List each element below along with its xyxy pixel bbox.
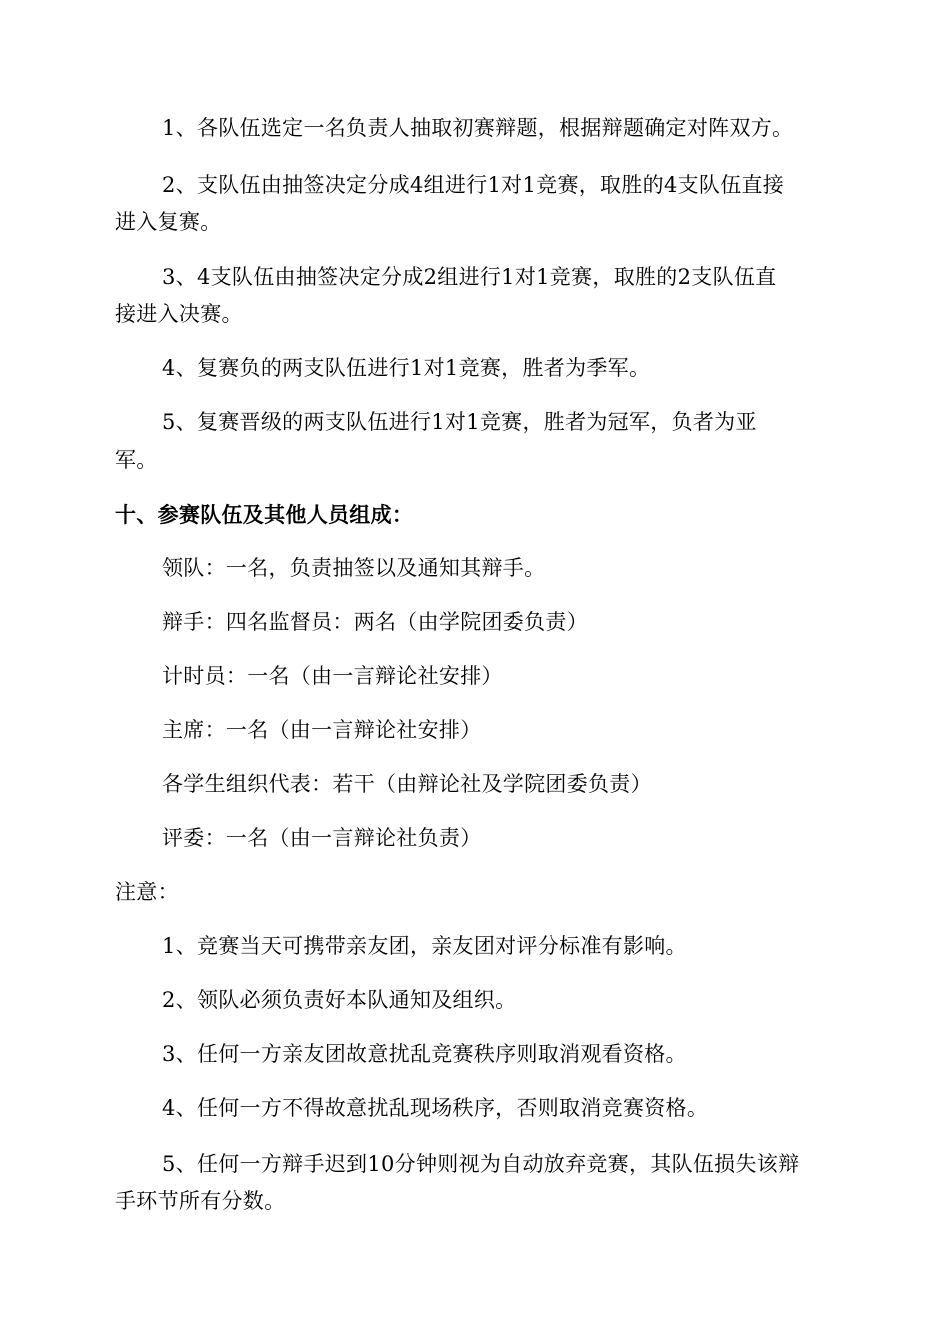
round-rule-3-line-1: 3、4支队伍由抽签决定分成2组进行1对1竞赛，取胜的2支队伍直 (162, 265, 777, 289)
round-rule-2-line-1: 2、支队伍由抽签决定分成4组进行1对1竞赛，取胜的4支队伍直接 (162, 173, 785, 197)
note-5-line-2: 手环节所有分数。 (115, 1189, 286, 1213)
notes-heading: 注意： (115, 880, 179, 904)
role-judge: 评委：一名（由一言辩论社负责） (162, 826, 482, 850)
round-rule-4: 4、复赛负的两支队伍进行1对1竞赛，胜者为季军。 (162, 356, 651, 380)
role-debaters-supervisors: 辩手：四名监督员：两名（由学院团委负责） (162, 610, 588, 634)
role-chair: 主席：一名（由一言辩论社安排） (162, 718, 482, 742)
role-team-leader: 领队：一名，负责抽签以及通知其辩手。 (162, 556, 546, 580)
round-rule-5-line-2: 军。 (115, 448, 158, 472)
round-rule-1: 1、各队伍选定一名负责人抽取初赛辩题，根据辩题确定对阵双方。 (162, 116, 794, 140)
round-rule-3-line-2: 接进入决赛。 (115, 302, 243, 326)
note-5-line-1: 5、任何一方辩手迟到10分钟则视为自动放弃竞赛，其队伍损失该辩 (162, 1152, 800, 1176)
note-1: 1、竞赛当天可携带亲友团，亲友团对评分标准有影响。 (162, 934, 687, 958)
note-2: 2、领队必须负责好本队通知及组织。 (162, 988, 517, 1012)
role-org-representatives: 各学生组织代表：若干（由辩论社及学院团委负责） (162, 772, 652, 796)
round-rule-2-line-2: 进入复赛。 (115, 210, 222, 234)
role-timekeeper: 计时员：一名（由一言辩论社安排） (162, 664, 503, 688)
note-3: 3、任何一方亲友团故意扰乱竞赛秩序则取消观看资格。 (162, 1042, 687, 1066)
note-4: 4、任何一方不得故意扰乱现场秩序，否则取消竞赛资格。 (162, 1096, 709, 1120)
round-rule-5-line-1: 5、复赛晋级的两支队伍进行1对1竞赛，胜者为冠军，负者为亚 (162, 410, 757, 434)
section-heading: 十、参赛队伍及其他人员组成： (115, 502, 414, 527)
